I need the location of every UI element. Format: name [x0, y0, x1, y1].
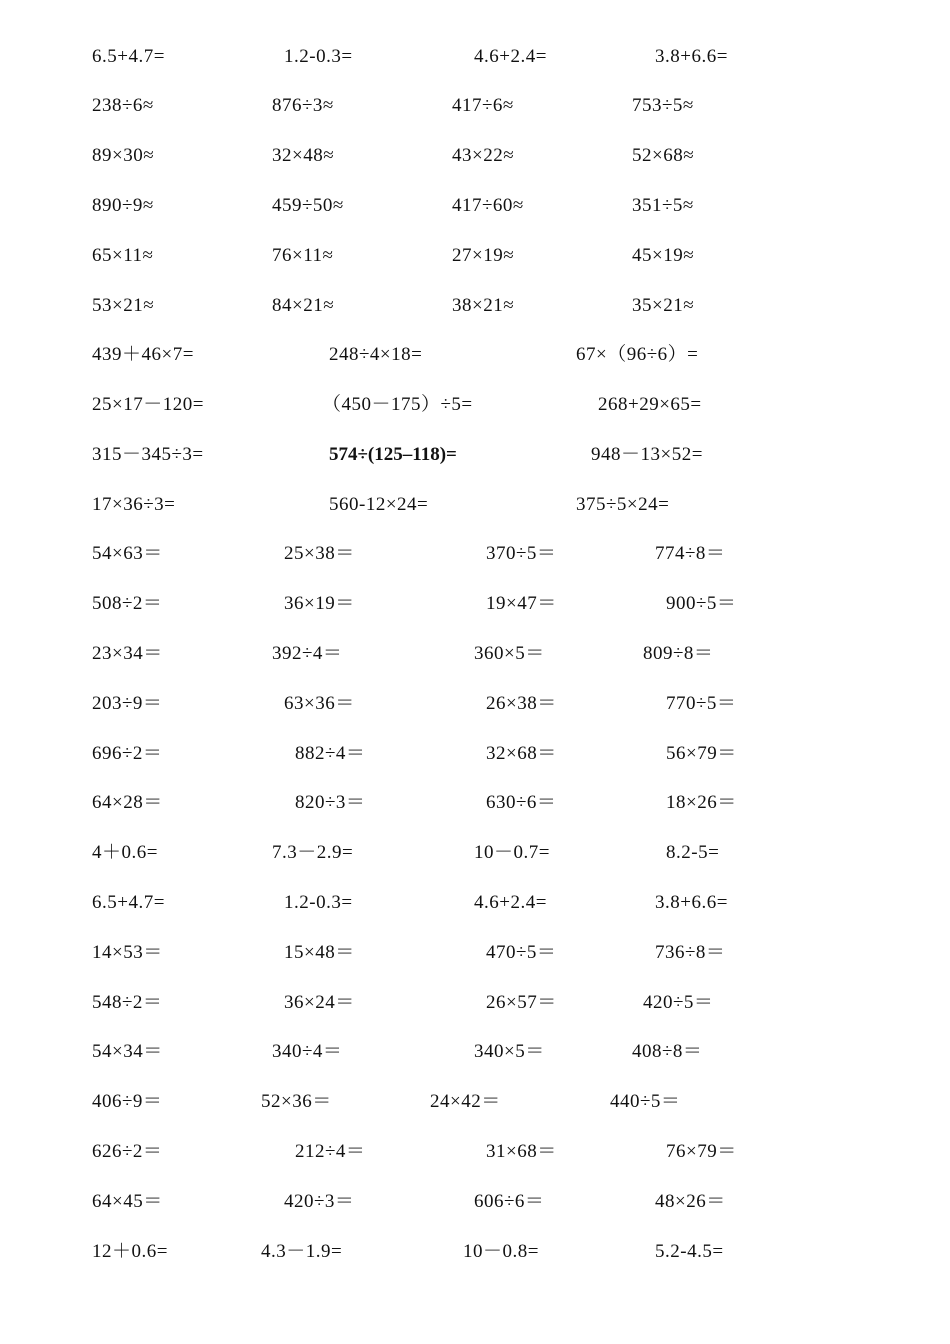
- problem-row: [0, 788, 950, 818]
- math-problem: 14×53＝: [92, 942, 163, 963]
- math-problem: 406÷9＝: [92, 1091, 163, 1112]
- math-problem: 10－0.7=: [474, 842, 550, 863]
- math-problem: 3.8+6.6=: [655, 46, 728, 67]
- math-problem: 809÷8＝: [643, 643, 714, 664]
- math-problem: 54×63＝: [92, 543, 163, 564]
- math-problem: 470÷5＝: [486, 942, 557, 963]
- problem-row: [0, 938, 950, 968]
- math-problem: 76×11≈: [272, 245, 334, 266]
- math-problem: 76×79＝: [666, 1141, 737, 1162]
- math-problem: 52×68≈: [632, 145, 695, 166]
- math-problem: 268+29×65=: [598, 394, 702, 415]
- math-problem: 417÷6≈: [452, 95, 514, 116]
- math-problem: 56×79＝: [666, 743, 737, 764]
- math-problem: 315－345÷3=: [92, 444, 204, 465]
- math-problem: 370÷5＝: [486, 543, 557, 564]
- math-problem: 54×34＝: [92, 1041, 163, 1062]
- math-problem: 630÷6＝: [486, 792, 557, 813]
- math-problem: 548÷2＝: [92, 992, 163, 1013]
- problem-row: [0, 1137, 950, 1167]
- math-problem: 574÷(125–118)=: [329, 444, 457, 465]
- math-problem: 48×26＝: [655, 1191, 726, 1212]
- math-problem: 64×45＝: [92, 1191, 163, 1212]
- math-problem: 560-12×24=: [329, 494, 429, 515]
- math-problem: 375÷5×24=: [576, 494, 670, 515]
- math-problem: 25×17－120=: [92, 394, 204, 415]
- math-problem: 203÷9＝: [92, 693, 163, 714]
- math-problem: 12＋0.6=: [92, 1241, 168, 1262]
- problem-row: [0, 888, 950, 918]
- math-problem: 508÷2＝: [92, 593, 163, 614]
- math-problem: 440÷5＝: [610, 1091, 681, 1112]
- math-problem: 948－13×52=: [591, 444, 703, 465]
- math-problem: 89×30≈: [92, 145, 155, 166]
- math-problem: 248÷4×18=: [329, 344, 423, 365]
- math-problem: 19×47＝: [486, 593, 557, 614]
- problem-row: [0, 191, 950, 221]
- math-problem: 459÷50≈: [272, 195, 344, 216]
- math-problem: 31×68＝: [486, 1141, 557, 1162]
- problem-row: [0, 739, 950, 769]
- problem-row: [0, 291, 950, 321]
- problem-row: [0, 1037, 950, 1067]
- math-problem: 4.3－1.9=: [261, 1241, 343, 1262]
- math-problem: 774÷8＝: [655, 543, 726, 564]
- problem-row: [0, 539, 950, 569]
- math-problem: 360×5＝: [474, 643, 545, 664]
- math-problem: 5.2-4.5=: [655, 1241, 724, 1262]
- math-problem: 26×38＝: [486, 693, 557, 714]
- math-problem: 32×48≈: [272, 145, 335, 166]
- math-problem: 340÷4＝: [272, 1041, 343, 1062]
- math-problem: 696÷2＝: [92, 743, 163, 764]
- math-problem: 238÷6≈: [92, 95, 154, 116]
- problem-row: [0, 91, 950, 121]
- math-problem: 64×28＝: [92, 792, 163, 813]
- math-problem: 27×19≈: [452, 245, 515, 266]
- math-problem: 36×24＝: [284, 992, 355, 1013]
- math-problem: 212÷4＝: [295, 1141, 366, 1162]
- math-problem: 43×22≈: [452, 145, 515, 166]
- math-problem: （450－175）÷5=: [322, 394, 473, 415]
- math-problem: 1.2-0.3=: [284, 892, 353, 913]
- math-problem: 6.5+4.7=: [92, 46, 165, 67]
- math-problem: 626÷2＝: [92, 1141, 163, 1162]
- math-problem: 65×11≈: [92, 245, 154, 266]
- math-problem: 882÷4＝: [295, 743, 366, 764]
- math-problem: 606÷6＝: [474, 1191, 545, 1212]
- math-problem: 753÷5≈: [632, 95, 694, 116]
- math-problem: 439＋46×7=: [92, 344, 194, 365]
- math-problem: 417÷60≈: [452, 195, 524, 216]
- problem-row: [0, 1237, 950, 1267]
- problem-row: [0, 340, 950, 370]
- math-problem: 25×38＝: [284, 543, 355, 564]
- math-problem: 3.8+6.6=: [655, 892, 728, 913]
- math-problem: 23×34＝: [92, 643, 163, 664]
- math-problem: 52×36＝: [261, 1091, 332, 1112]
- math-problem: 420÷3＝: [284, 1191, 355, 1212]
- math-problem: 1.2-0.3=: [284, 46, 353, 67]
- math-problem: 820÷3＝: [295, 792, 366, 813]
- math-problem: 4.6+2.4=: [474, 892, 547, 913]
- problem-row: [0, 988, 950, 1018]
- problem-row: [0, 1087, 950, 1117]
- math-problem: 67×（96÷6）=: [576, 344, 699, 365]
- math-problem: 35×21≈: [632, 295, 695, 316]
- math-problem: 10－0.8=: [463, 1241, 539, 1262]
- math-problem: 340×5＝: [474, 1041, 545, 1062]
- math-problem: 8.2-5=: [666, 842, 720, 863]
- math-problem: 351÷5≈: [632, 195, 694, 216]
- math-problem: 890÷9≈: [92, 195, 154, 216]
- math-problem: 24×42＝: [430, 1091, 501, 1112]
- problem-row: [0, 141, 950, 171]
- math-problem: 17×36÷3=: [92, 494, 176, 515]
- math-problem: 84×21≈: [272, 295, 335, 316]
- math-problem: 736÷8＝: [655, 942, 726, 963]
- math-problem: 26×57＝: [486, 992, 557, 1013]
- math-problem: 18×26＝: [666, 792, 737, 813]
- problem-row: [0, 490, 950, 520]
- math-problem: 15×48＝: [284, 942, 355, 963]
- math-problem: 408÷8＝: [632, 1041, 703, 1062]
- math-problem: 32×68＝: [486, 743, 557, 764]
- problem-row: [0, 42, 950, 72]
- math-problem: 63×36＝: [284, 693, 355, 714]
- problem-row: [0, 589, 950, 619]
- math-problem: 45×19≈: [632, 245, 695, 266]
- problem-row: [0, 838, 950, 868]
- problem-row: [0, 390, 950, 420]
- math-problem: 900÷5＝: [666, 593, 737, 614]
- problem-row: [0, 440, 950, 470]
- math-problem: 392÷4＝: [272, 643, 343, 664]
- problem-row: [0, 241, 950, 271]
- math-problem: 4.6+2.4=: [474, 46, 547, 67]
- problem-row: [0, 639, 950, 669]
- math-problem: 38×21≈: [452, 295, 515, 316]
- math-problem: 876÷3≈: [272, 95, 334, 116]
- math-problem: 420÷5＝: [643, 992, 714, 1013]
- math-problem: 6.5+4.7=: [92, 892, 165, 913]
- math-problem: 36×19＝: [284, 593, 355, 614]
- problem-row: [0, 689, 950, 719]
- math-problem: 7.3－2.9=: [272, 842, 354, 863]
- problem-row: [0, 1187, 950, 1217]
- math-problem: 770÷5＝: [666, 693, 737, 714]
- math-problem: 53×21≈: [92, 295, 155, 316]
- math-problem: 4＋0.6=: [92, 842, 158, 863]
